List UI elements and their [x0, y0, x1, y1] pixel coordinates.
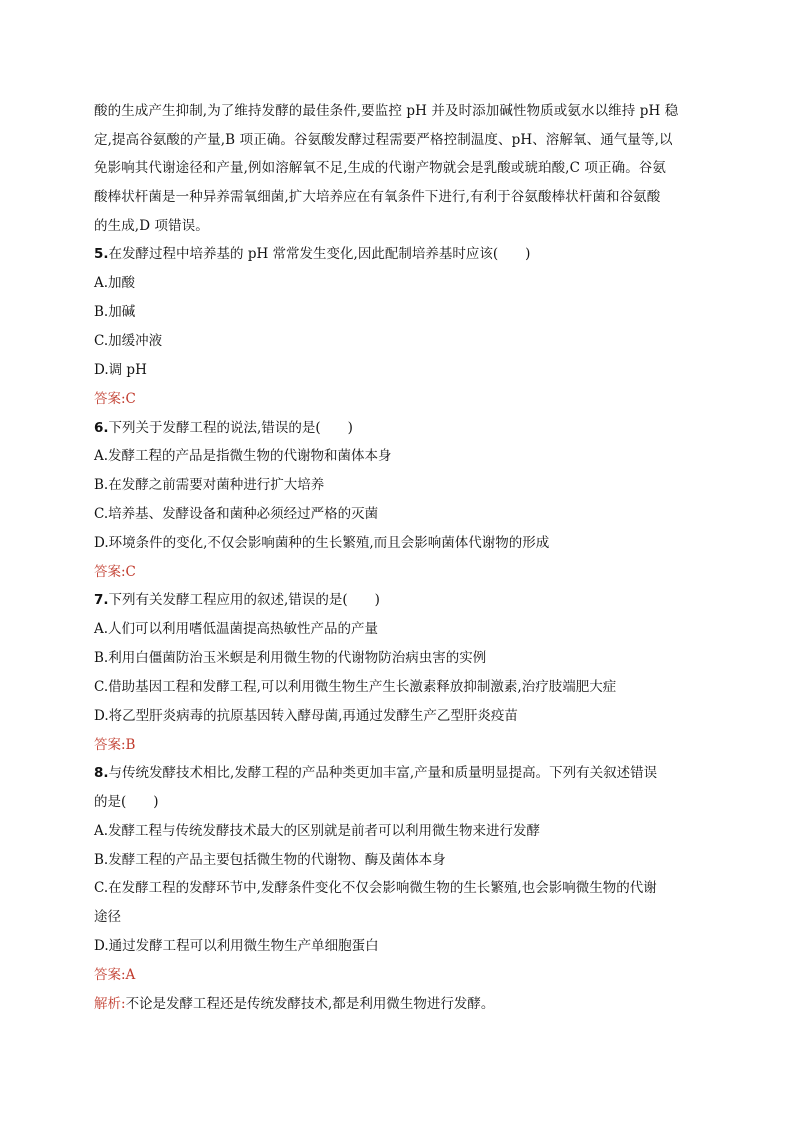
question-8-stem: [94, 765, 714, 781]
option: C.在发酵工程的发酵环节中,发酵条件变化不仅会影响微生物的生长繁殖,也会影响微生物的代谢: [94, 880, 657, 896]
option: A.人们可以利用嗜低温菌提高热敏性产品的产量: [94, 621, 379, 637]
intro-line: 酸的生成产生抑制,为了维持发酵的最佳条件,要监控 pH 并及时添加碱性物质或氨水以维持 pH 稳: [94, 103, 679, 119]
question-text: 下列有关发酵工程应用的叙述,错误的是( ): [108, 592, 380, 608]
intro-line: 免影响其代谢途径和产量,例如溶解氧不足,生成的代谢产物就会是乳酸或琥珀酸,C 项正确。谷氨: [94, 160, 666, 176]
option: D.环境条件的变化,不仅会影响菌种的生长繁殖,而且会影响菌体代谢物的形成: [94, 535, 550, 551]
option: A.发酵工程的产品是指微生物的代谢物和菌体本身: [94, 448, 392, 464]
intro-line: 定,提高谷氨酸的产量,B 项正确。谷氨酸发酵过程需要严格控制温度、pH、溶解氧、通气量等,以: [94, 132, 673, 148]
option: C.借助基因工程和发酵工程,可以利用微生物生产生长激素释放抑制激素,治疗肢端肥大症: [94, 679, 617, 695]
answer: 答案:B: [94, 737, 136, 753]
option: A.发酵工程与传统发酵技术最大的区别就是前者可以利用微生物来进行发酵: [94, 823, 541, 839]
question-text: 在发酵过程中培养基的 pH 常常发生变化,因此配制培养基时应该( ): [108, 246, 531, 262]
question-text: 与传统发酵技术相比,发酵工程的产品种类更加丰富,产量和质量明显提高。下列有关叙述错误: [108, 765, 658, 781]
option: B.加碱: [94, 304, 136, 320]
explanation: [94, 996, 714, 1012]
answer: 答案:A: [94, 967, 136, 983]
question-text-continued: 的是( ): [94, 794, 159, 810]
option-continued: 途径: [94, 909, 121, 925]
option: C.培养基、发酵设备和菌种必须经过严格的灭菌: [94, 506, 379, 522]
question-number: 8.: [94, 765, 109, 781]
option: D.通过发酵工程可以利用微生物生产单细胞蛋白: [94, 938, 379, 954]
option: B.在发酵之前需要对菌种进行扩大培养: [94, 477, 325, 493]
question-number: 7.: [94, 592, 109, 608]
option: C.加缓冲液: [94, 333, 163, 349]
question-text: 下列关于发酵工程的说法,错误的是( ): [108, 420, 353, 436]
option: D.将乙型肝炎病毒的抗原基因转入酵母菌,再通过发酵生产乙型肝炎疫苗: [94, 708, 518, 724]
answer: 答案:C: [94, 564, 136, 580]
option: D.调 pH: [94, 362, 147, 378]
question-6-stem: [94, 420, 714, 436]
option: B.发酵工程的产品主要包括微生物的代谢物、酶及菌体本身: [94, 852, 446, 868]
explanation-text: 不论是发酵工程还是传统发酵技术,都是利用微生物进行发酵。: [125, 996, 495, 1012]
question-number: 6.: [94, 420, 109, 436]
answer: 答案:C: [94, 391, 136, 407]
option: B.利用白僵菌防治玉米螟是利用微生物的代谢物防治病虫害的实例: [94, 650, 487, 666]
intro-line: 的生成,D 项错误。: [94, 218, 209, 234]
explanation-label: 解析:: [94, 996, 126, 1012]
question-number: 5.: [94, 246, 109, 262]
question-5-stem: [94, 246, 714, 262]
question-7-stem: [94, 592, 714, 608]
option: A.加酸: [94, 275, 136, 291]
intro-line: 酸棒状杆菌是一种异养需氧细菌,扩大培养应在有氧条件下进行,有利于谷氨酸棒状杆菌和谷氨酸: [94, 189, 661, 205]
